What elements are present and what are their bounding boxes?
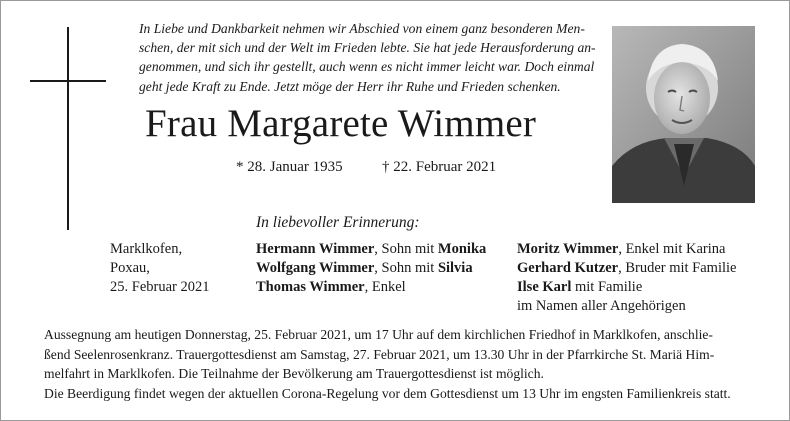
notice-line: Aussegnung am heutigen Donnerstag, 25. Februar 2021, um 17 Uhr auf dem kirchlichen Friedhof in Marklkofen, anschlie-: [44, 327, 713, 342]
mourner-line: [517, 240, 736, 259]
mourner-line: [256, 259, 486, 278]
intro-text: [139, 19, 601, 96]
funeral-notice: [44, 325, 756, 403]
mourner-relation: , Bruder mit Familie: [618, 260, 737, 276]
intro-line: schen, der mit sich und der Welt im Frieden lebte. Sie hat jede Herausforderung an-: [139, 40, 596, 56]
mourner-partner: Silvia: [437, 260, 473, 276]
mourner-line: [256, 278, 486, 297]
notice-line: ßend Seelenrosenkranz. Trauergottesdienst am Samstag, 27. Februar 2021, um 13.30 Uhr in der Pfarrkirche St. Mariä Him-: [44, 346, 715, 362]
intro-line: geht jede Kraft zu Ende. Jetzt möge der Herr ihr Ruhe und Frieden schenken.: [139, 78, 561, 94]
mourner-partner: Monika: [437, 241, 487, 257]
deceased-name: Frau Margarete Wimmer: [145, 102, 537, 145]
mourner-name: Moritz Wimmer: [517, 241, 619, 257]
location-line: Poxau,: [110, 260, 150, 276]
mourner-relation: im Namen aller Angehörigen: [517, 298, 686, 314]
birth-date: * 28. Januar 1935: [236, 159, 343, 175]
mourner-name: Wolfgang Wimmer: [256, 260, 375, 276]
location-line: Marklkofen,: [110, 241, 183, 257]
memory-heading: In liebevoller Erinnerung:: [256, 214, 420, 231]
mourner-line: [517, 297, 736, 316]
portrait-photo: [612, 26, 755, 203]
notice-line: Die Beerdigung findet wegen der aktuellen Corona-Regelung vor dem Gottesdienst um 13 Uhr im engsten Familienkreis statt.: [44, 385, 731, 401]
mourner-line: [256, 240, 486, 259]
mourner-name: Hermann Wimmer: [256, 241, 375, 257]
mourner-name: Ilse Karl: [517, 279, 572, 295]
mourner-relation: , Sohn mit: [374, 260, 438, 276]
mourner-name: Gerhard Kutzer: [517, 260, 619, 276]
death-date: † 22. Februar 2021: [382, 159, 497, 175]
mourner-line: [517, 278, 736, 297]
mourner-relation: , Enkel: [364, 279, 406, 295]
mourner-name: Thomas Wimmer: [256, 279, 365, 295]
intro-line: genommen, und sich ihr gestellt, auch wenn es nicht immer leicht war. Doch einmal: [139, 59, 595, 75]
mourner-relation: , Sohn mit: [374, 241, 438, 257]
mourner-relation: , Enkel mit Karina: [618, 241, 726, 257]
mourner-relation: mit Familie: [571, 279, 643, 295]
mourners-left: [256, 240, 486, 297]
location-date-block: [110, 240, 209, 297]
intro-line: In Liebe und Dankbarkeit nehmen wir Abschied von einem ganz besonderen Men-: [139, 21, 585, 36]
notice-line: melfahrt in Marklkofen. Die Teilnahme der Bevölkerung am Trauergottesdienst ist möglich.: [44, 366, 544, 382]
mourners-right: [517, 240, 736, 316]
location-line: 25. Februar 2021: [110, 279, 210, 295]
mourner-line: [517, 259, 736, 278]
